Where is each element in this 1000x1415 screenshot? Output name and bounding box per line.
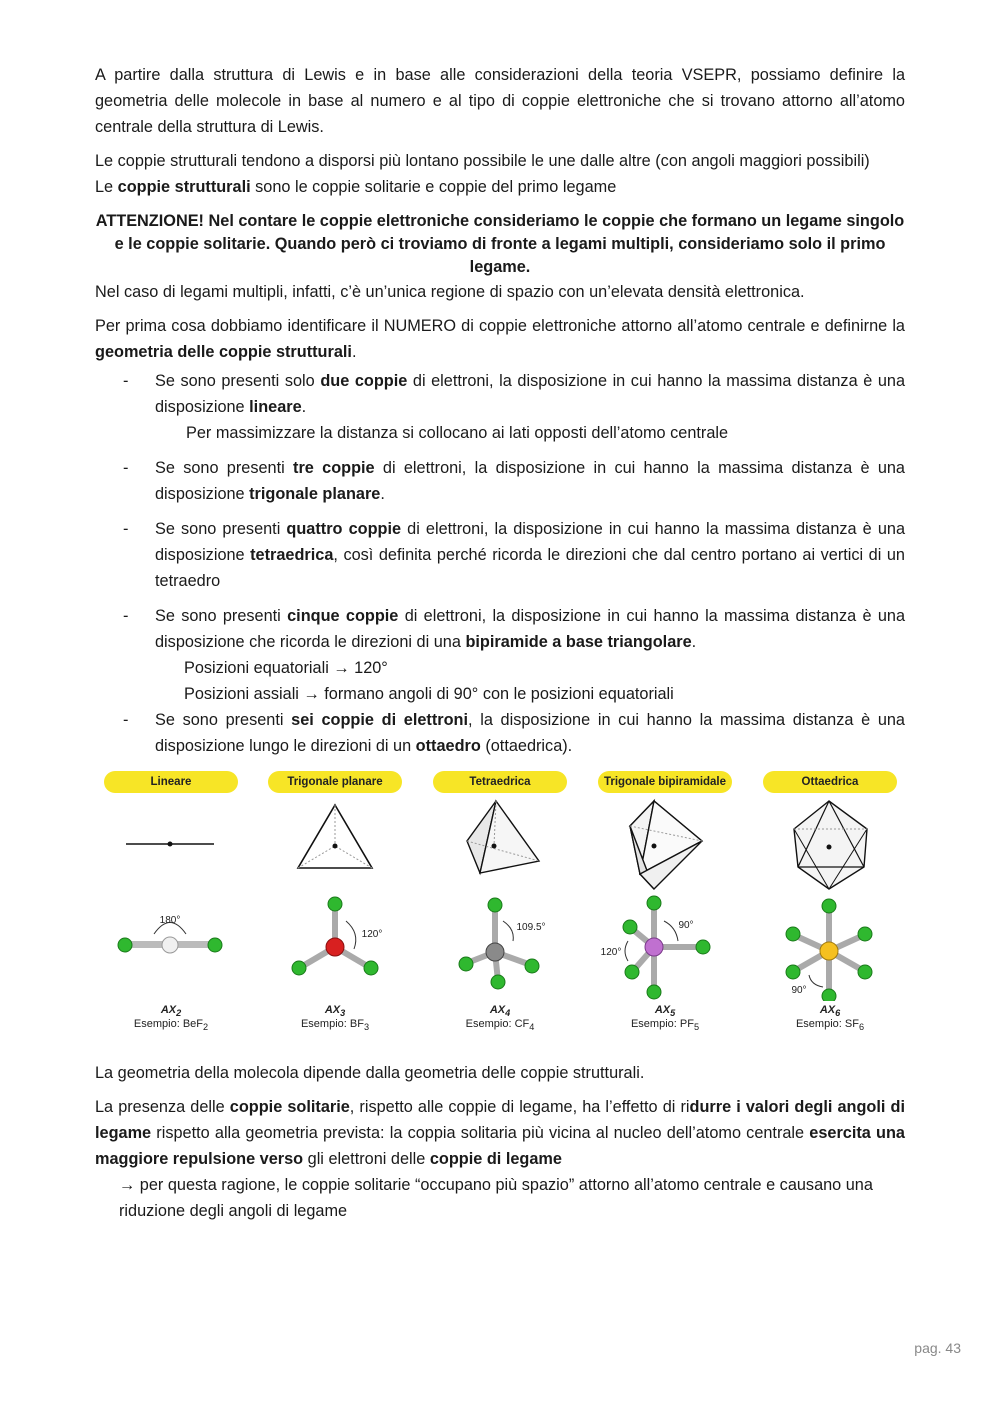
page-content — [95, 62, 905, 1224]
angle-label: 120° — [361, 929, 383, 940]
angle-label: 90° — [791, 985, 807, 996]
formula: $AX_4$ — [489, 1004, 511, 1019]
list-item: - Se sono presenti cinque coppie di elettroni, la disposizione in cui hanno la massima distanza è una disposizione che ricorda le direzioni di una bipiramide a base triangolare. Posizioni equatoriali → 120° Posizioni assiali → formano angoli di 90° con le posizioni equatoriali — [95, 603, 905, 707]
multiple-bonds-paragraph: Nel caso di legami multipli, infatti, c’è un’unica regione di spazio con un’elevata densità elettronica. — [95, 283, 805, 301]
first-step-paragraph: Per prima cosa dobbiamo identificare il NUMERO di coppie elettroniche attorno all’atomo centrale e definirne la geometria delle coppie strutturali. — [95, 317, 905, 361]
list-item: - Se sono presenti solo due coppie di elettroni, la disposizione in cui hanno la massima distanza è una disposizione lineare. Per massimizzare la distanza si collocano ai lati opposti dell’atomo centrale — [95, 368, 905, 446]
conclusion-paragraph: → per questa ragione, le coppie solitarie “occupano più spazio” attorno all’atomo centrale e causano una riduzione degli angoli di legame — [119, 1176, 873, 1220]
example: Esempio: $BF_3$ — [300, 1018, 370, 1033]
molecular-geometry-paragraph: La geometria della molecola dipende dalla geometria delle coppie strutturali. — [95, 1064, 645, 1082]
linear-diagram — [104, 771, 238, 1001]
example: Esempio: BeF$_2$ — [133, 1018, 209, 1033]
tetrahedral-diagram — [433, 771, 567, 1001]
geometry-linear — [104, 771, 238, 1046]
formula: $AX_6$ — [819, 1004, 841, 1019]
intro-paragraph: A partire dalla struttura di Lewis e in base alle considerazioni della teoria VSEPR, possiamo definire la geometria delle molecole in base al numero e al tipo di coppie elettroniche che si trovano attorno all’atomo centrale della struttura di Lewis. — [95, 66, 905, 136]
example: Esempio: $PF_5$ — [630, 1018, 700, 1033]
angle-label: 109.5° — [516, 922, 546, 933]
formula: $AX_2$ — [160, 1004, 182, 1019]
geometry-trigonal-planar — [268, 771, 402, 1046]
octahedral-diagram — [763, 771, 897, 1001]
structural-pairs-definition: Le coppie strutturali sono le coppie solitarie e coppie del primo legame — [95, 178, 617, 196]
geometry-label: Ottaedrica — [763, 771, 897, 793]
angle-label: 180° — [159, 915, 181, 926]
geometry-label: Trigonale bipiramidale — [598, 771, 732, 793]
list-item: - Se sono presenti sei coppie di elettroni, la disposizione in cui hanno la massima distanza è una disposizione lungo le direzioni di un ottaedro (ottaedrica). — [123, 711, 905, 755]
lone-pairs-paragraph: La presenza delle coppie solitarie, rispetto alle coppie di legame, ha l’effetto di ridurre i valori degli angoli di legame rispetto alla geometria prevista: la coppia solitaria più vicina al nucleo dell’atomo centrale esercita una maggiore repulsione verso gli elettroni delle coppie di legame — [95, 1098, 905, 1168]
geometry-label: Trigonale planare — [268, 771, 402, 793]
formula: $AX_5$ — [654, 1004, 676, 1019]
geometry-label: Tetraedrica — [433, 771, 567, 793]
angle-label: 120° — [600, 947, 622, 958]
formula: $AX_3$ — [324, 1004, 346, 1019]
warning-note: ATTENZIONE! Nel contare le coppie elettroniche consideriamo le coppie che formano un legame singolo e le coppie solitarie. Quando però ci troviamo di fronte a legami multipli, consideriamo solo il primo legame. — [95, 212, 905, 276]
example: Esempio: $SF_6$ — [795, 1018, 865, 1033]
geometry-label: Lineare — [104, 771, 238, 793]
vsepr-geometries-figure — [95, 771, 905, 1046]
trigonal-bipyramidal-diagram — [598, 771, 732, 1001]
structural-pairs-paragraph: Le coppie strutturali tendono a disporsi più lontano possibile le une dalle altre (con angoli maggiori possibili) — [95, 152, 870, 170]
geometry-trigonal-bipyramidal — [598, 771, 732, 1046]
example: Esempio: $CF_4$ — [465, 1018, 535, 1033]
equatorial-note: Posizioni equatoriali → 120° — [184, 659, 388, 677]
list-item: - Se sono presenti quattro coppie di elettroni, la disposizione in cui hanno la massima distanza è una disposizione tetraedrica, così definita perché ricorda le direzioni che dal centro portano ai vertici di un tetraedro — [123, 520, 905, 590]
page-number: pag. 43 — [914, 1340, 961, 1356]
linear-note: Per massimizzare la distanza si collocano ai lati opposti dell’atomo centrale — [186, 424, 729, 442]
geometry-tetrahedral — [433, 771, 567, 1046]
geometry-list — [95, 368, 905, 759]
list-item: - Se sono presenti tre coppie di elettroni, la disposizione in cui hanno la massima distanza è una disposizione trigonale planare. — [123, 459, 905, 503]
angle-label: 90° — [678, 920, 694, 931]
trigonal-planar-diagram — [268, 771, 402, 1001]
axial-note: Posizioni assiali → formano angoli di 90° con le posizioni equatoriali — [184, 685, 674, 703]
geometry-octahedral — [763, 771, 897, 1046]
